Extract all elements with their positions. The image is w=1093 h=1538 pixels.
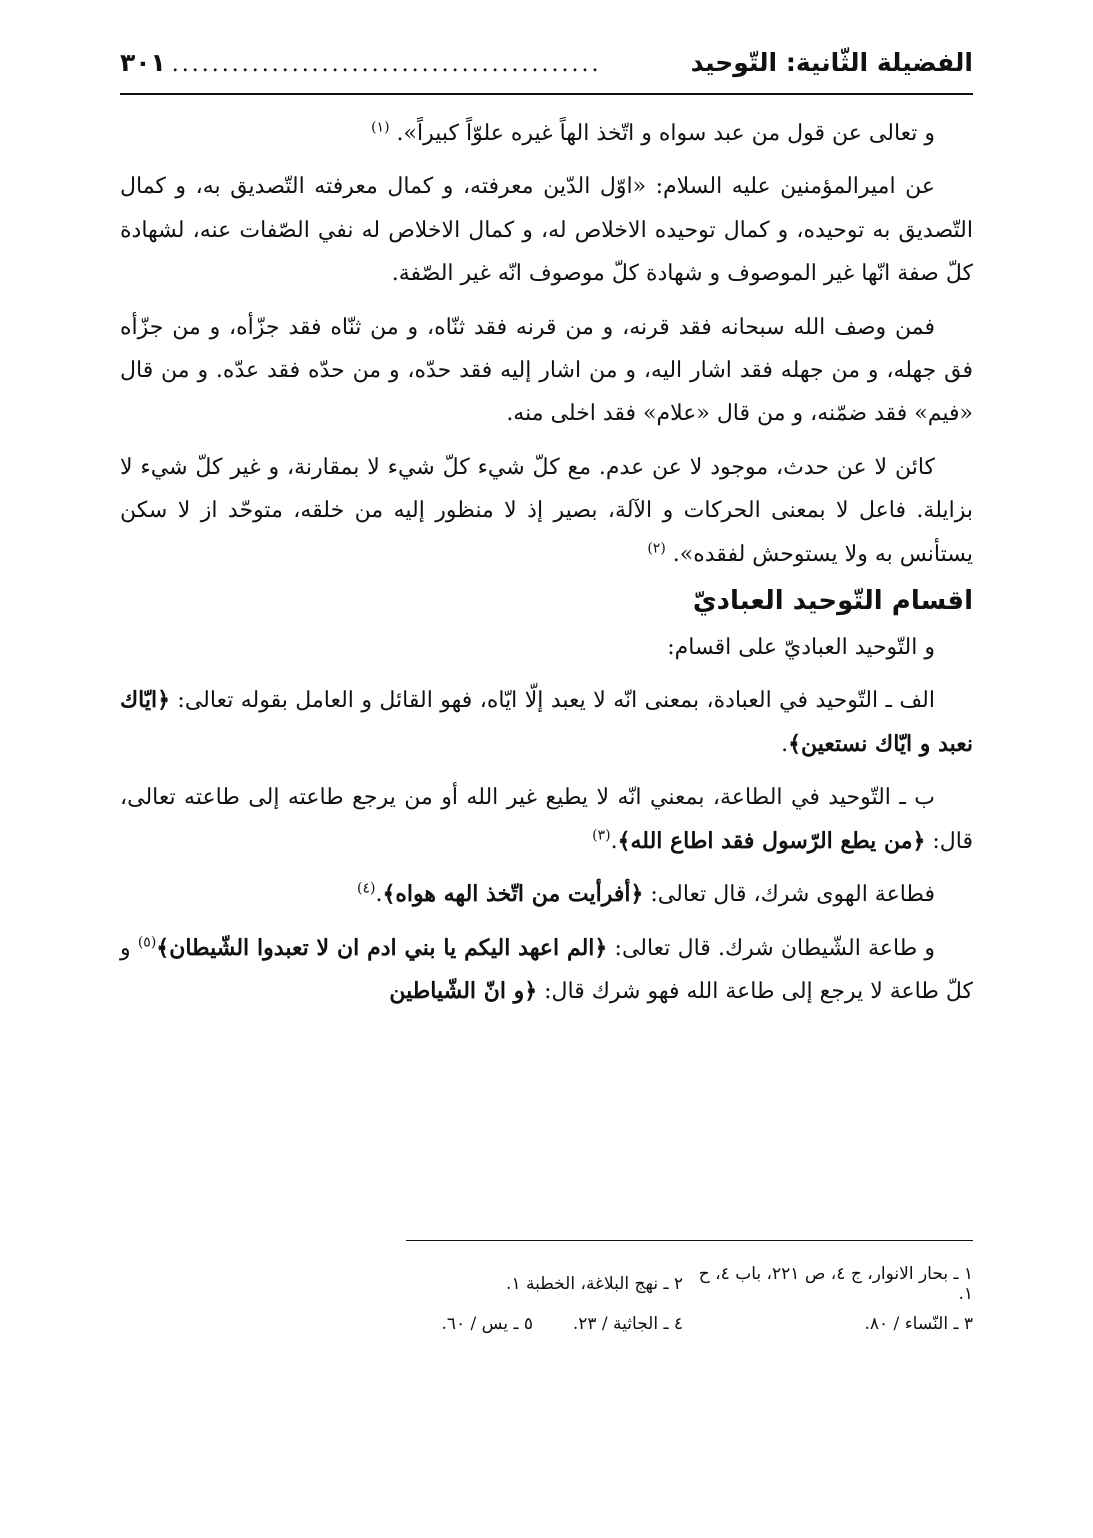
section-intro: و التّوحيد العباديّ على اقسام:	[667, 635, 935, 661]
footnote-5: ٥ ـ يس / ٦٠.	[441, 1314, 533, 1334]
quran-quote: ﴿ايّاك نعبد و ايّاك نستعين﴾	[120, 687, 973, 757]
paragraph-2: عن اميرالمؤمنين عليه السلام: «اوّل الدّين معرفته، و كمال معرفته التّصديق به، و كمال التّصديق به توحيده، و كمال توحيده الاخلاص له، و كمال الاخلاص له نفي الصّفات عنه، لشهادة كلّ صفة انّها غير الموصوف و شهادة كلّ موصوف انّه غير الصّفة.	[120, 174, 973, 287]
section-heading: اقسام التّوحيد العباديّ	[692, 586, 973, 617]
footnote-row	[120, 1264, 973, 1304]
paragraph-hawa: فطاعة الهوى شرك، قال تعالى: ﴿أفرأيت من اتّخذ الهه هواه﴾.$^{(٤)}$	[357, 880, 935, 908]
page-number: ٣٠١	[120, 48, 166, 77]
leader-dots: ...........................................	[171, 52, 602, 77]
footnote-3: ٣ ـ النّساء / ٨٠.	[864, 1314, 973, 1334]
footnote-4: ٤ ـ الجاثية / ٢٣.	[572, 1314, 683, 1334]
main-text	[120, 112, 973, 1013]
footnote-row	[120, 1304, 973, 1344]
footnote-1: ١ ـ بحار الانوار، ج ٤، ص ٢٢١، باب ٤، ح ١.	[698, 1264, 973, 1304]
quran-quote: ﴿الم اعهد اليكم يا بني ادم ان لا تعبدوا الشّيطان﴾	[156, 934, 608, 961]
footnotes	[120, 1264, 973, 1344]
quran-quote: ﴿و انّ الشّياطين	[389, 977, 538, 1004]
chapter-title: الفضيلة الثّانية: التّوحيد	[690, 48, 973, 77]
footnote-2: ٢ ـ نهج البلاغة، الخطبة ١.	[506, 1274, 683, 1294]
footnote-ref-1: (١)	[371, 119, 390, 136]
paragraph-alef: الف ـ التّوحيد في العبادة، بمعنى انّه لا يعبد إلّا ايّاه، فهو القائل و العامل بقوله تعالى: ﴿ايّاك نعبد و ايّاك نستعين﴾.	[120, 687, 973, 757]
footnote-ref-4: (٤)	[357, 880, 376, 897]
footnote-rule	[406, 1240, 973, 1241]
quran-quote: ﴿من يطع الرّسول فقد اطاع الله﴾	[617, 827, 926, 854]
header-rule	[120, 93, 973, 95]
footnote-ref-5: (٥)	[137, 934, 157, 951]
paragraph-3: فمن وصف الله سبحانه فقد قرنه، و من قرنه فقد ثنّاه، و من ثنّاه فقد جزّأه، و من جزّأه فق جهله، و من جهله فقد اشار اليه، و من اشار إليه فقد حدّه، و من حدّه فقد عدّه. و من قال «فيم» فقد ضمّنه، و من قال «علام» فقد اخلى منه.	[120, 314, 973, 427]
running-header	[120, 48, 973, 88]
quran-quote: ﴿أفرأيت من اتّخذ الهه هواه﴾	[382, 881, 644, 908]
paragraph-1: و تعالى عن قول من عبد سواه و اتّخذ الهاً غيره علوّاً كبيراً». $^{(١)}$	[371, 119, 935, 146]
paragraph-4: كائن لا عن حدث، موجود لا عن عدم. مع كلّ شيء كلّ شيء لا بمقارنة، و غير كلّ شيء لا بزايلة. فاعل لا بمعنى الحركات و الآلة، بصير إذ لا منظور إليه من خلقه، متوحّد از لا سكن يستأنس به ولا يستوحش لفقده». $^{(٢)}$	[120, 454, 973, 567]
paragraph-ba: ب ـ التّوحيد في الطاعة، بمعني انّه لا يطيع غير الله أو من يرجع طاعته إلى طاعته تعالى، قال: ﴿من يطع الرّسول فقد اطاع الله﴾.$^{(٣)}$	[120, 785, 973, 854]
footnote-ref-3: (٣)	[592, 827, 611, 844]
footnote-ref-2: (٢)	[647, 540, 666, 557]
paragraph-shaytan: و طاعة الشّيطان شرك. قال تعالى: ﴿الم اعهد اليكم يا بني ادم ان لا تعبدوا الشّيطان﴾$^{(٥)}$ و كلّ طاعة لا يرجع إلى طاعة الله فهو شرك قال: ﴿و انّ الشّياطين	[120, 934, 973, 1004]
